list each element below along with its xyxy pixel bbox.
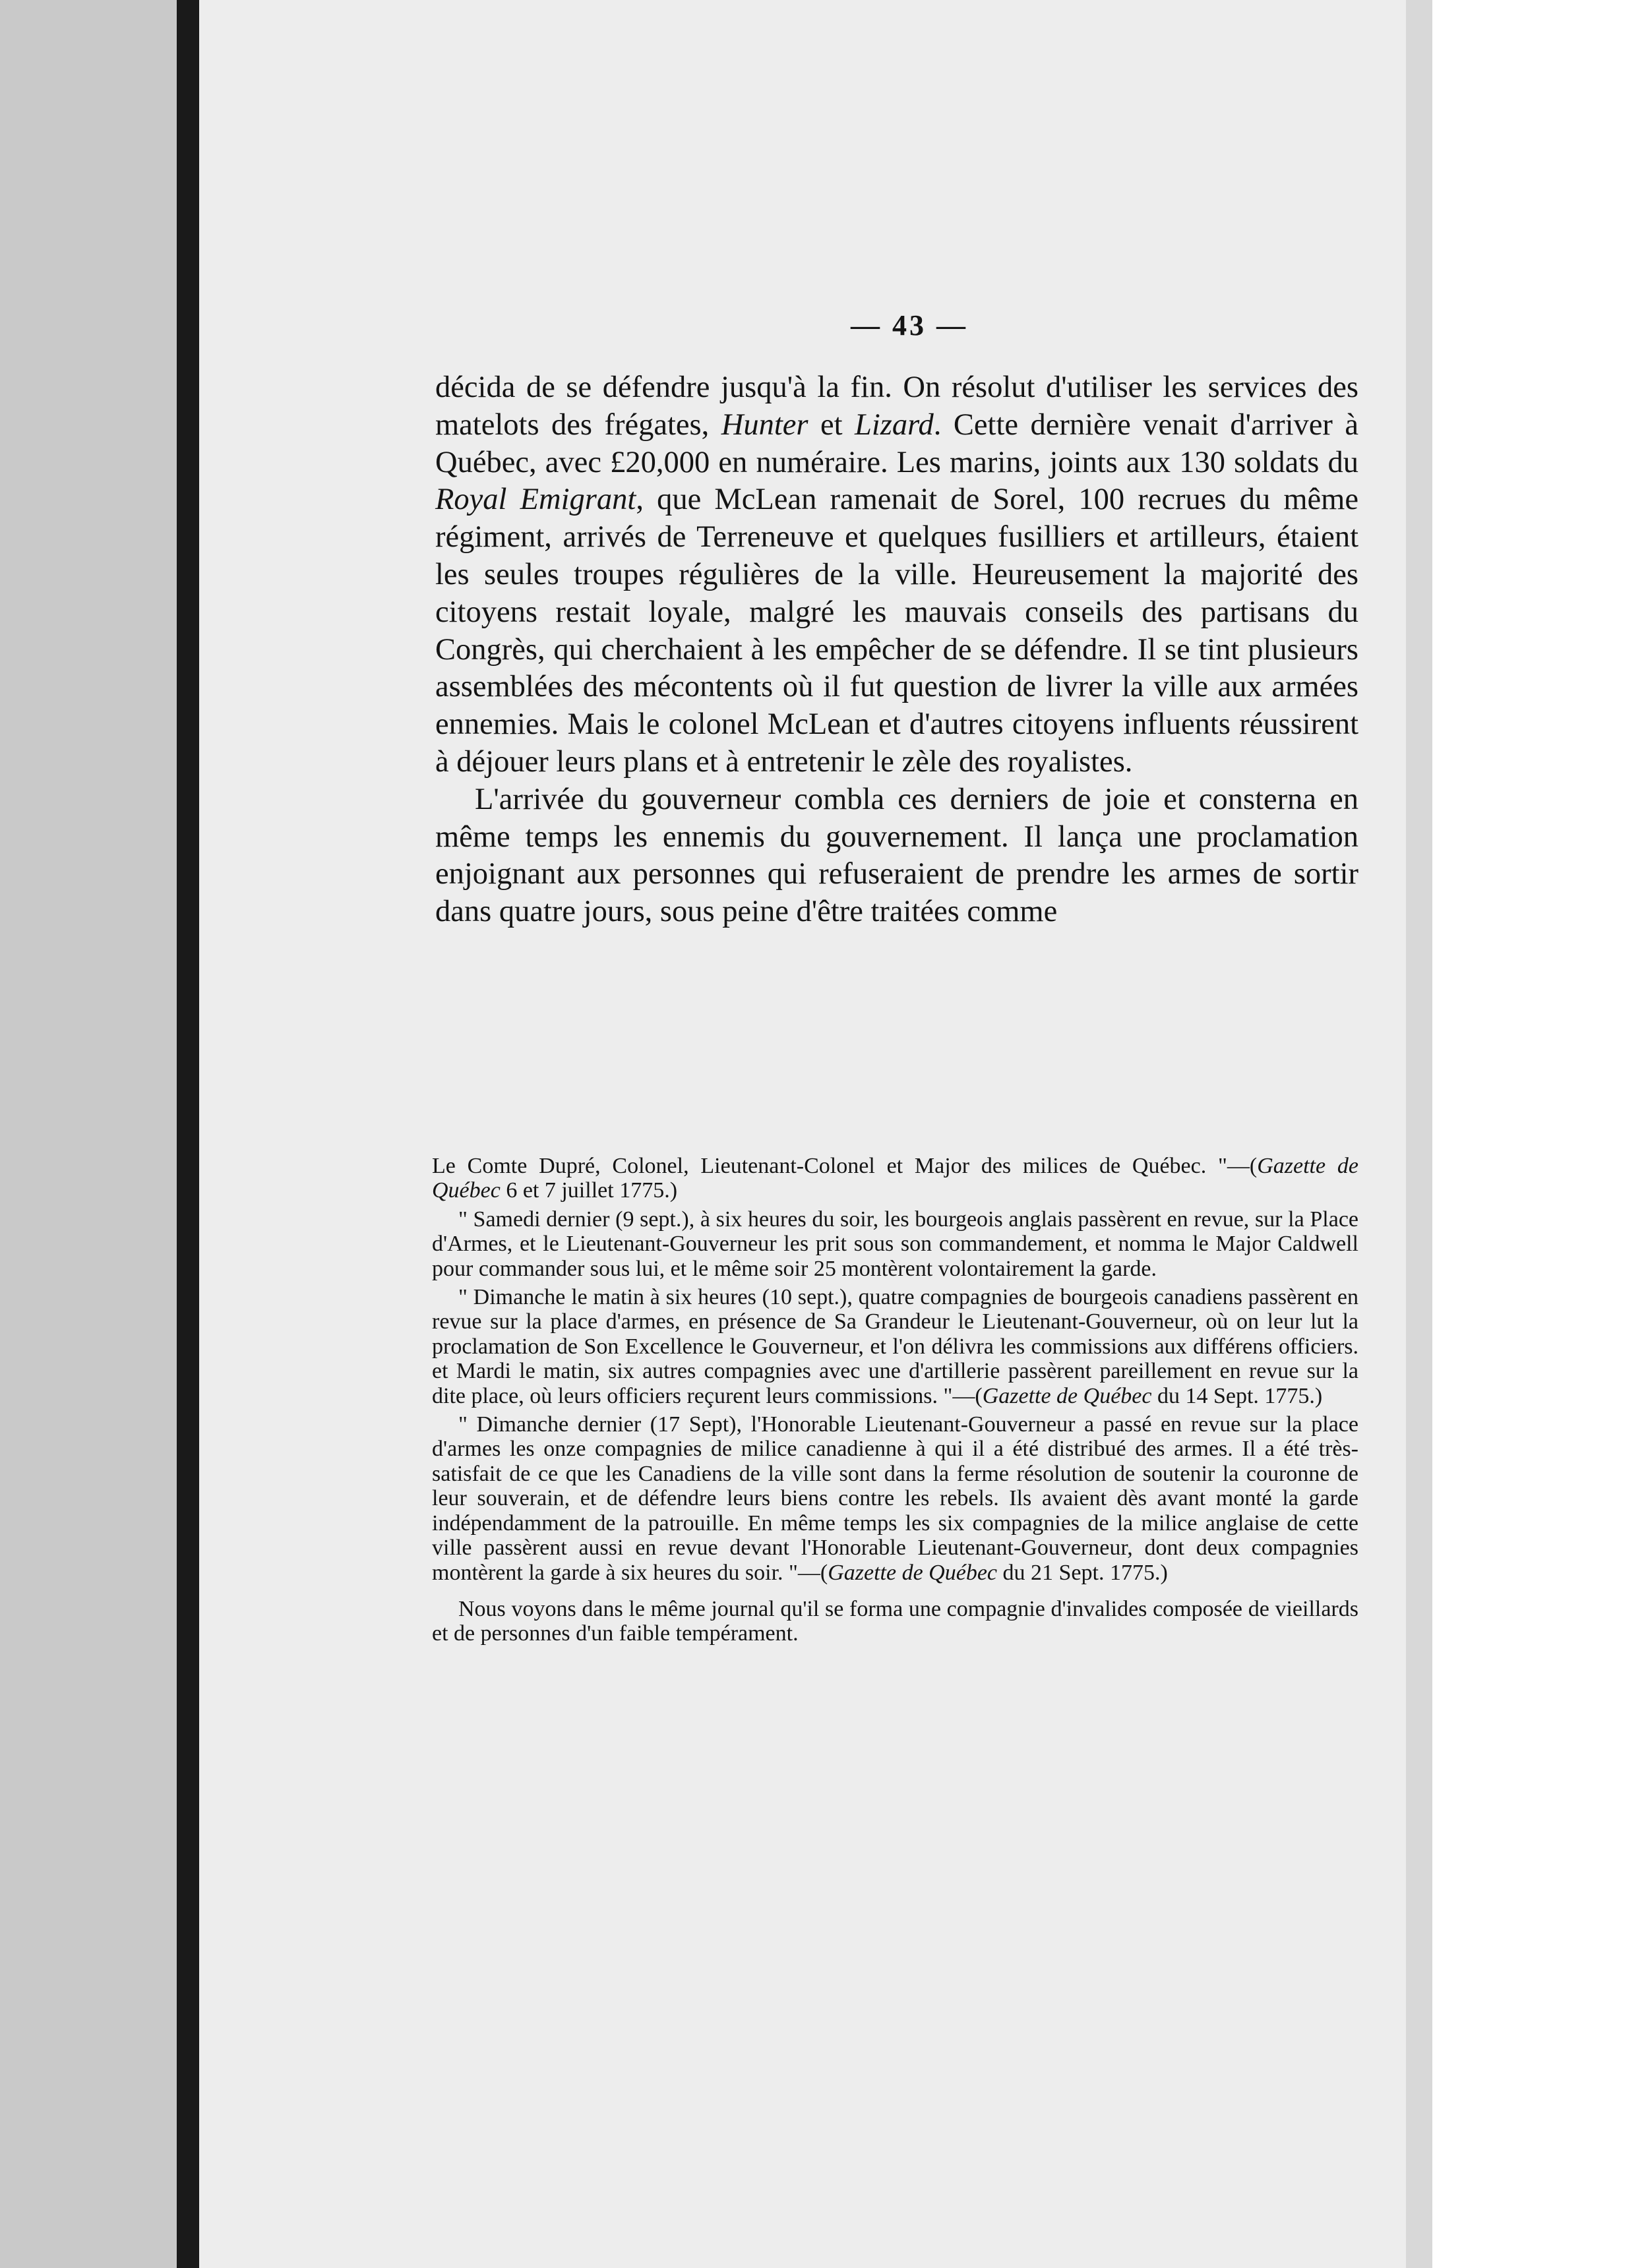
ship-name-lizard: Lizard xyxy=(855,407,934,442)
text-run: décida de se défendre jusqu'à la fin. On résolut d'utiliser les services des matelots des frégates, xyxy=(435,371,1358,442)
text-run: du 21 Sept. 1775.) xyxy=(997,1560,1168,1585)
footnote-4 xyxy=(432,1412,1358,1585)
ship-name-hunter: Hunter xyxy=(721,407,808,442)
text-run: " Dimanche dernier (17 Sept), l'Honorable Lieutenant-Gouverneur a passé en revue sur la place d'armes les onze compagnies de milice canadienne à qui il a été distribué des armes. Il a été très-satisfait de ce que les Canadiens de la ville sont dans la ferme résolution de soutenir la couronne de leur souverain, et de défendre leurs biens contre les rebels. Ils avaient dès avant monté la garde indépendamment de la patrouille. En même temps les six compagnies de la milice anglaise de cette ville passèrent aussi en revue devant l'Honorable Lieutenant-Gouverneur, dont deux compagnies montèrent la garde à six heures du soir. "—( xyxy=(432,1412,1358,1585)
text-run: " Dimanche le matin à six heures (10 sept.), quatre compagnies de bourgeois canadiens passèrent en revue sur la place d'armes, en présence de Sa Grandeur le Lieutenant-Gouverneur, où on leur lut la proclamation de Son Excellence le Gouverneur, et l'on délivra les commissions aux différens officiers. et Mardi le matin, six autres compagnies avec une d'artillerie passèrent pareillement en revue sur la dite place, où leurs officiers reçurent leurs commissions. "—( xyxy=(432,1285,1358,1408)
text-run: et xyxy=(808,407,855,442)
page-right-edge xyxy=(1406,0,1432,2268)
body-paragraph-2: L'arrivée du gouverneur combla ces derniers de joie et consterna en même temps les ennemis du gouvernement. Il lança une proclamation enjoignant aux personnes qui refuseraient de prendre les armes de sortir dans quatre jours, sous peine d'être traitées comme xyxy=(435,782,1358,929)
page-number: — 43 — xyxy=(851,309,968,342)
footnotes xyxy=(432,1154,1358,1650)
regiment-name: Royal Emigrant xyxy=(435,483,636,517)
text-run: . Cette dernière venait d'arriver à Québec, avec £20,000 en numéraire. Les marins, joints aux 130 soldats du xyxy=(435,407,1358,479)
text-run: Le Comte Dupré, Colonel, Lieutenant-Colonel et Major des milices de Québec. "—( xyxy=(432,1154,1258,1178)
scan-background xyxy=(1432,0,1646,2268)
main-body-text xyxy=(435,369,1358,931)
facing-page-edge xyxy=(0,0,177,2268)
text-run: , que McLean ramenait de Sorel, 100 recrues du même régiment, arrivés de Terreneuve et quelques fusilliers et artilleurs, étaient les seules troupes régulières de la ville. Heureusement la majorité des citoyens restait loyale, malgré les mauvais conseils des partisans du Congrès, qui cherchaient à les empêcher de se défendre. Il se tint plusieurs assemblées des mécontents où il fut question de livrer la ville aux armées ennemies. Mais le colonel McLean et d'autres citoyens influents réussirent à déjouer leurs plans et à entretenir le zèle des royalistes. xyxy=(435,483,1358,779)
text-run: du 14 Sept. 1775.) xyxy=(1151,1383,1323,1408)
footnote-2: " Samedi dernier (9 sept.), à six heures du soir, les bourgeois anglais passèrent en revue, sur la Place d'Armes, et le Lieutenant-Gouverneur les prit sous son commandement, et nomma le Major Caldwell pour commander sous lui, et le même soir 25 montèrent volontairement la garde. xyxy=(432,1207,1358,1281)
footnote-3 xyxy=(432,1285,1358,1408)
source-title: Gazette de Québec xyxy=(828,1560,997,1585)
source-title: Gazette de Québec xyxy=(432,1154,1358,1203)
body-paragraph-1 xyxy=(435,369,1358,781)
text-run: 6 et 7 juillet 1775.) xyxy=(500,1178,678,1203)
footnote-1 xyxy=(432,1154,1358,1203)
book-gutter xyxy=(177,0,199,2268)
source-title: Gazette de Québec xyxy=(982,1383,1152,1408)
footnote-5: Nous voyons dans le même journal qu'il se forma une compagnie d'invalides composée de vieillards et de personnes d'un faible tempérament. xyxy=(432,1596,1358,1646)
book-page xyxy=(199,0,1406,2268)
